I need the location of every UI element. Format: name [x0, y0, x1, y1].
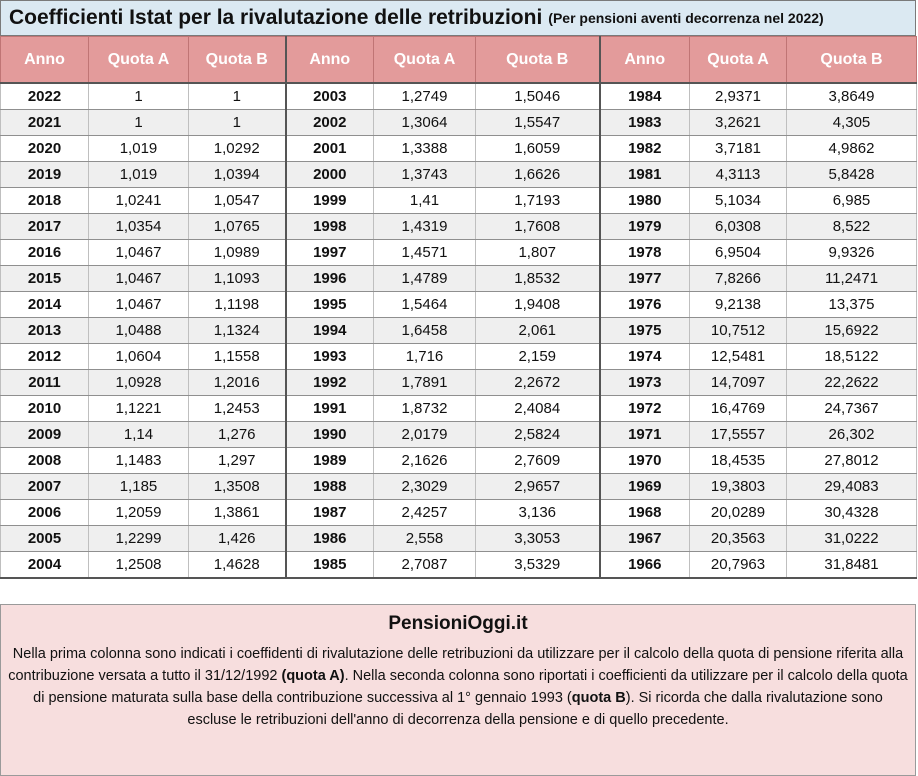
- table-row: [1, 110, 917, 136]
- quota-a-cell: 1,41: [374, 188, 476, 214]
- quota-b-cell: 2,9657: [476, 474, 600, 500]
- year-cell: 2016: [1, 240, 89, 266]
- quota-b-cell: 2,159: [476, 344, 600, 370]
- quota-b-cell: 1,7193: [476, 188, 600, 214]
- quota-b-cell: 13,375: [787, 292, 917, 318]
- quota-a-cell: 20,3563: [690, 526, 787, 552]
- quota-a-cell: 20,0289: [690, 500, 787, 526]
- quota-a-cell: 1,3388: [374, 136, 476, 162]
- note-quota-a: (quota A): [281, 668, 345, 684]
- quota-b-cell: 27,8012: [787, 448, 917, 474]
- quota-a-cell: 17,5557: [690, 422, 787, 448]
- quota-a-cell: 20,7963: [690, 552, 787, 579]
- quota-b-cell: 1,2016: [189, 370, 286, 396]
- table-row: [1, 162, 917, 188]
- table-row: [1, 292, 917, 318]
- quota-a-cell: 2,0179: [374, 422, 476, 448]
- quota-b-cell: 11,2471: [787, 266, 917, 292]
- quota-a-cell: 7,8266: [690, 266, 787, 292]
- quota-a-cell: 1,4789: [374, 266, 476, 292]
- quota-b-cell: 1,0394: [189, 162, 286, 188]
- quota-b-cell: 3,8649: [787, 83, 917, 110]
- quota-a-cell: 1,0604: [89, 344, 189, 370]
- header-row: [1, 37, 917, 84]
- quota-b-cell: 18,5122: [787, 344, 917, 370]
- quota-b-cell: 6,985: [787, 188, 917, 214]
- quota-b-cell: 2,061: [476, 318, 600, 344]
- quota-b-cell: 30,4328: [787, 500, 917, 526]
- note-text-2: . Nella seconda colonna sono riportati i coefficienti da utilizzare per il calcolo della quota di pensione maturata sulla base della contribuzione successiva al 1° gennaio 1993 (: [33, 668, 908, 706]
- quota-b-cell: 1,0292: [189, 136, 286, 162]
- year-cell: 2008: [1, 448, 89, 474]
- quota-a-cell: 1,6458: [374, 318, 476, 344]
- coefficients-table: [0, 36, 917, 579]
- quota-b-cell: 1,3861: [189, 500, 286, 526]
- column-header-quota-b-3: Quota B: [787, 37, 917, 84]
- year-cell: 1978: [600, 240, 690, 266]
- column-header-anno-2: Anno: [286, 37, 374, 84]
- quota-a-cell: 1,3064: [374, 110, 476, 136]
- note-quota-b: quota B: [571, 690, 626, 706]
- year-cell: 1977: [600, 266, 690, 292]
- quota-b-cell: 1: [189, 83, 286, 110]
- quota-a-cell: 1,1483: [89, 448, 189, 474]
- quota-b-cell: 2,5824: [476, 422, 600, 448]
- year-cell: 1990: [286, 422, 374, 448]
- quota-a-cell: 19,3803: [690, 474, 787, 500]
- year-cell: 2014: [1, 292, 89, 318]
- quota-b-cell: 31,0222: [787, 526, 917, 552]
- year-cell: 1997: [286, 240, 374, 266]
- year-cell: 1975: [600, 318, 690, 344]
- year-cell: 2015: [1, 266, 89, 292]
- column-header-anno-3: Anno: [600, 37, 690, 84]
- column-header-quota-a-3: Quota A: [690, 37, 787, 84]
- quota-a-cell: 1,716: [374, 344, 476, 370]
- year-cell: 1998: [286, 214, 374, 240]
- quota-b-cell: 1,297: [189, 448, 286, 474]
- year-cell: 2004: [1, 552, 89, 579]
- column-header-quota-a-2: Quota A: [374, 37, 476, 84]
- quota-a-cell: 1,14: [89, 422, 189, 448]
- table-row: [1, 370, 917, 396]
- table-row: [1, 474, 917, 500]
- quota-a-cell: 2,4257: [374, 500, 476, 526]
- quota-a-cell: 10,7512: [690, 318, 787, 344]
- quota-b-cell: 1,5046: [476, 83, 600, 110]
- quota-b-cell: 1,5547: [476, 110, 600, 136]
- table-body: [1, 83, 917, 578]
- table-row: [1, 422, 917, 448]
- year-cell: 2010: [1, 396, 89, 422]
- quota-a-cell: 3,7181: [690, 136, 787, 162]
- quota-b-cell: 1,1558: [189, 344, 286, 370]
- table-row: [1, 552, 917, 579]
- year-cell: 1994: [286, 318, 374, 344]
- quota-b-cell: 1,0989: [189, 240, 286, 266]
- quota-a-cell: 1,185: [89, 474, 189, 500]
- year-cell: 2018: [1, 188, 89, 214]
- quota-a-cell: 1,0928: [89, 370, 189, 396]
- year-cell: 2001: [286, 136, 374, 162]
- quota-a-cell: 5,1034: [690, 188, 787, 214]
- year-cell: 1968: [600, 500, 690, 526]
- column-header-anno-1: Anno: [1, 37, 89, 84]
- year-cell: 1991: [286, 396, 374, 422]
- quota-b-cell: 22,2622: [787, 370, 917, 396]
- quota-b-cell: 1,0547: [189, 188, 286, 214]
- table-row: [1, 188, 917, 214]
- year-cell: 1982: [600, 136, 690, 162]
- quota-a-cell: 1,0354: [89, 214, 189, 240]
- quota-b-cell: 1,7608: [476, 214, 600, 240]
- quota-a-cell: 14,7097: [690, 370, 787, 396]
- year-cell: 1974: [600, 344, 690, 370]
- quota-a-cell: 1,4571: [374, 240, 476, 266]
- year-cell: 2006: [1, 500, 89, 526]
- quota-a-cell: 4,3113: [690, 162, 787, 188]
- table-row: [1, 240, 917, 266]
- quota-a-cell: 16,4769: [690, 396, 787, 422]
- footer-note-box: [0, 604, 916, 776]
- quota-b-cell: 1,6626: [476, 162, 600, 188]
- year-cell: 2012: [1, 344, 89, 370]
- year-cell: 1967: [600, 526, 690, 552]
- year-cell: 1999: [286, 188, 374, 214]
- year-cell: 1972: [600, 396, 690, 422]
- quota-b-cell: 1,276: [189, 422, 286, 448]
- quota-b-cell: 2,2672: [476, 370, 600, 396]
- year-cell: 1971: [600, 422, 690, 448]
- table-row: [1, 448, 917, 474]
- quota-a-cell: 1,0467: [89, 240, 189, 266]
- quota-a-cell: 1,2508: [89, 552, 189, 579]
- year-cell: 2020: [1, 136, 89, 162]
- year-cell: 1969: [600, 474, 690, 500]
- quota-b-cell: 31,8481: [787, 552, 917, 579]
- quota-a-cell: 1,2299: [89, 526, 189, 552]
- quota-a-cell: 1,4319: [374, 214, 476, 240]
- quota-a-cell: 2,558: [374, 526, 476, 552]
- year-cell: 2003: [286, 83, 374, 110]
- year-cell: 1983: [600, 110, 690, 136]
- year-cell: 1976: [600, 292, 690, 318]
- quota-b-cell: 1,1198: [189, 292, 286, 318]
- quota-a-cell: 12,5481: [690, 344, 787, 370]
- quota-a-cell: 1: [89, 83, 189, 110]
- quota-b-cell: 1,6059: [476, 136, 600, 162]
- quota-a-cell: 1,5464: [374, 292, 476, 318]
- table-row: [1, 266, 917, 292]
- quota-a-cell: 1,8732: [374, 396, 476, 422]
- year-cell: 2013: [1, 318, 89, 344]
- year-cell: 2021: [1, 110, 89, 136]
- year-cell: 1989: [286, 448, 374, 474]
- page-subtitle: (Per pensioni aventi decorrenza nel 2022): [548, 10, 824, 26]
- table-row: [1, 344, 917, 370]
- quota-b-cell: 2,4084: [476, 396, 600, 422]
- year-cell: 2019: [1, 162, 89, 188]
- quota-a-cell: 2,1626: [374, 448, 476, 474]
- quota-a-cell: 2,7087: [374, 552, 476, 579]
- quota-b-cell: 4,305: [787, 110, 917, 136]
- year-cell: 1987: [286, 500, 374, 526]
- column-header-quota-b-2: Quota B: [476, 37, 600, 84]
- quota-a-cell: 1,0467: [89, 266, 189, 292]
- quota-b-cell: 1,426: [189, 526, 286, 552]
- quota-b-cell: 5,8428: [787, 162, 917, 188]
- title-bar: [0, 0, 916, 36]
- quota-a-cell: 1,3743: [374, 162, 476, 188]
- year-cell: 2005: [1, 526, 89, 552]
- quota-b-cell: 1,9408: [476, 292, 600, 318]
- note-text-3: ). Si ricorda che dalla rivalutazione sono escluse le retribuzioni dell'anno di decorrenza della pensione e di quello precedente.: [187, 690, 883, 728]
- year-cell: 2000: [286, 162, 374, 188]
- quota-b-cell: 15,6922: [787, 318, 917, 344]
- quota-a-cell: 1,1221: [89, 396, 189, 422]
- year-cell: 1985: [286, 552, 374, 579]
- year-cell: 2017: [1, 214, 89, 240]
- column-header-quota-b-1: Quota B: [189, 37, 286, 84]
- table-row: [1, 396, 917, 422]
- quota-b-cell: 1,4628: [189, 552, 286, 579]
- table-row: [1, 83, 917, 110]
- year-cell: 1993: [286, 344, 374, 370]
- page-title: Coefficienti Istat per la rivalutazione delle retribuzioni: [9, 6, 543, 29]
- quota-a-cell: 1,7891: [374, 370, 476, 396]
- quota-b-cell: 1,8532: [476, 266, 600, 292]
- footer-note: [7, 643, 909, 731]
- quota-a-cell: 6,9504: [690, 240, 787, 266]
- year-cell: 2011: [1, 370, 89, 396]
- quota-b-cell: 3,5329: [476, 552, 600, 579]
- year-cell: 1986: [286, 526, 374, 552]
- quota-b-cell: 1,1093: [189, 266, 286, 292]
- quota-b-cell: 1,807: [476, 240, 600, 266]
- year-cell: 1973: [600, 370, 690, 396]
- quota-a-cell: 1,0488: [89, 318, 189, 344]
- quota-a-cell: 2,3029: [374, 474, 476, 500]
- quota-a-cell: 1,2749: [374, 83, 476, 110]
- year-cell: 1996: [286, 266, 374, 292]
- quota-a-cell: 18,4535: [690, 448, 787, 474]
- column-header-quota-a-1: Quota A: [89, 37, 189, 84]
- quota-b-cell: 4,9862: [787, 136, 917, 162]
- quota-b-cell: 26,302: [787, 422, 917, 448]
- quota-a-cell: 1,019: [89, 136, 189, 162]
- quota-b-cell: 2,7609: [476, 448, 600, 474]
- quota-b-cell: 9,9326: [787, 240, 917, 266]
- year-cell: 2022: [1, 83, 89, 110]
- quota-b-cell: 1: [189, 110, 286, 136]
- year-cell: 1981: [600, 162, 690, 188]
- year-cell: 2007: [1, 474, 89, 500]
- quota-b-cell: 24,7367: [787, 396, 917, 422]
- quota-a-cell: 1,0241: [89, 188, 189, 214]
- quota-a-cell: 3,2621: [690, 110, 787, 136]
- year-cell: 1984: [600, 83, 690, 110]
- table-row: [1, 318, 917, 344]
- year-cell: 1988: [286, 474, 374, 500]
- quota-a-cell: 1,2059: [89, 500, 189, 526]
- year-cell: 1966: [600, 552, 690, 579]
- quota-a-cell: 9,2138: [690, 292, 787, 318]
- year-cell: 1995: [286, 292, 374, 318]
- quota-a-cell: 6,0308: [690, 214, 787, 240]
- brand-name: PensioniOggi.it: [388, 613, 528, 634]
- year-cell: 1970: [600, 448, 690, 474]
- year-cell: 2009: [1, 422, 89, 448]
- year-cell: 2002: [286, 110, 374, 136]
- quota-b-cell: 1,1324: [189, 318, 286, 344]
- quota-b-cell: 1,0765: [189, 214, 286, 240]
- year-cell: 1980: [600, 188, 690, 214]
- note-text-1: Nella prima colonna sono indicati i coeffidenti di rivalutazione delle retribuzioni da utilizzare per il calcolo della quota di pensione riferita alla contribuzione versata a tutto il 31/12/1992: [8, 646, 904, 684]
- quota-b-cell: 1,3508: [189, 474, 286, 500]
- table-row: [1, 500, 917, 526]
- year-cell: 1979: [600, 214, 690, 240]
- table-row: [1, 526, 917, 552]
- quota-b-cell: 8,522: [787, 214, 917, 240]
- quota-b-cell: 1,2453: [189, 396, 286, 422]
- table-row: [1, 214, 917, 240]
- quota-b-cell: 3,3053: [476, 526, 600, 552]
- quota-a-cell: 1: [89, 110, 189, 136]
- quota-b-cell: 29,4083: [787, 474, 917, 500]
- year-cell: 1992: [286, 370, 374, 396]
- quota-a-cell: 1,0467: [89, 292, 189, 318]
- table-row: [1, 136, 917, 162]
- quota-b-cell: 3,136: [476, 500, 600, 526]
- quota-a-cell: 1,019: [89, 162, 189, 188]
- quota-a-cell: 2,9371: [690, 83, 787, 110]
